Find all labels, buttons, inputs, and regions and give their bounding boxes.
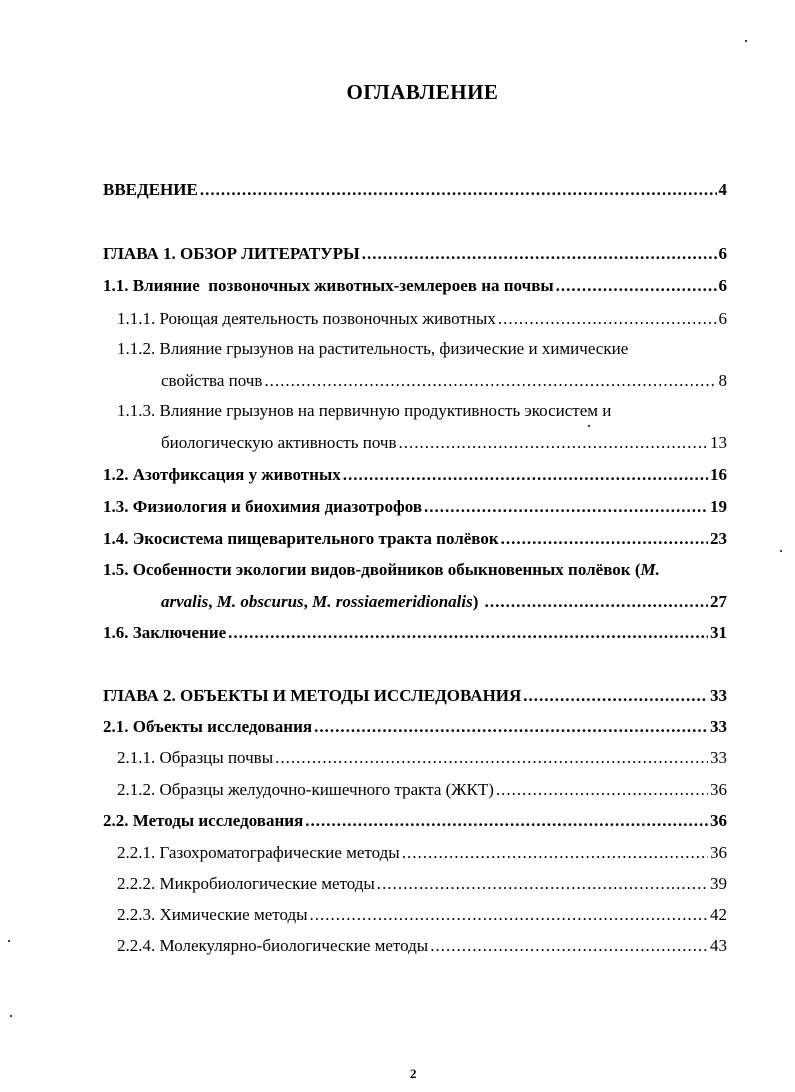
scan-speck — [10, 1015, 12, 1017]
toc-entry-page: 13 — [710, 433, 727, 452]
toc-leader-dots — [496, 780, 708, 800]
toc-entry-2-1-2 — [117, 780, 727, 800]
toc-entry-2-1-1 — [117, 748, 727, 768]
toc-leader-dots — [501, 529, 708, 549]
toc-entry-text: 2.1.2. Образцы желудочно-кишечного тракта (ЖКТ) — [117, 780, 494, 799]
toc-leader-dots — [343, 465, 708, 485]
separator: ) — [472, 592, 483, 611]
toc-leader-dots — [424, 497, 708, 517]
toc-entry-1-6 — [103, 623, 727, 643]
toc-entry-page: 33 — [710, 748, 727, 767]
scan-speck — [745, 40, 747, 42]
toc-entry-text: 2.2.2. Микробиологические методы — [117, 874, 375, 893]
toc-entry-1-3 — [103, 497, 727, 517]
scan-speck — [780, 550, 782, 552]
separator: , — [208, 592, 217, 611]
toc-entry-page: 36 — [710, 843, 727, 862]
toc-leader-dots — [275, 748, 708, 768]
toc-entry-2-2-1 — [117, 843, 727, 863]
toc-entry-text: 2.1. Объекты исследования — [103, 717, 313, 736]
toc-leader-dots — [402, 843, 708, 863]
toc-entry-page: 39 — [710, 874, 727, 893]
toc-entry-text: ВВЕДЕНИЕ — [103, 180, 198, 199]
toc-entry-text: ГЛАВА 2. ОБЪЕКТЫ И МЕТОДЫ ИССЛЕДОВАНИЯ — [103, 686, 522, 705]
toc-leader-dots — [377, 874, 708, 894]
toc-entry-2-2-4 — [117, 936, 727, 956]
toc-entry-text: ГЛАВА 1. ОБЗОР ЛИТЕРАТУРЫ — [103, 244, 360, 263]
toc-entry-text: биологическую активность почв — [161, 433, 397, 452]
toc-entry-1-1-1 — [117, 309, 727, 329]
toc-entry-text — [161, 592, 483, 612]
page-number: 2 — [410, 1066, 417, 1081]
toc-entry-page: 43 — [710, 936, 727, 955]
toc-entry-text: 1.5. Особенности экологии видов-двойников обыкновенных полёвок ( — [103, 560, 641, 579]
toc-entry-page: 33 — [710, 717, 727, 736]
toc-entry-introduction — [103, 180, 727, 200]
toc-entry-chapter-2 — [103, 686, 727, 706]
toc-entry-text: 1.6. Заключение — [103, 623, 227, 642]
toc-entry-page: 33 — [710, 686, 727, 705]
toc-leader-dots — [362, 244, 717, 264]
toc-entry-text: 1.4. Экосистема пищеварительного тракта полёвок — [103, 529, 499, 548]
toc-leader-dots — [556, 276, 717, 296]
toc-entry-page: 42 — [710, 905, 727, 924]
toc-entry-italic-text: M. — [640, 560, 660, 579]
toc-entry-1-5-line1 — [103, 560, 660, 580]
toc-leader-dots — [523, 686, 708, 706]
toc-leader-dots — [310, 905, 708, 925]
toc-entry-text: 2.2.1. Газохроматографические методы — [117, 843, 400, 862]
toc-entry-text: 1.2. Азотфиксация у животных — [103, 465, 341, 484]
scan-speck — [588, 425, 590, 427]
toc-entry-text: свойства почв — [161, 371, 263, 390]
toc-entry-text: 2.2. Методы исследования — [103, 811, 304, 830]
toc-leader-dots — [485, 592, 708, 612]
toc-entry-page: 36 — [710, 811, 727, 830]
toc-leader-dots — [264, 371, 716, 391]
page-title: ОГЛАВЛЕНИЕ — [346, 80, 499, 104]
toc-entry-1-4 — [103, 529, 727, 549]
toc-entry-page: 23 — [710, 529, 727, 548]
toc-entry-page: 36 — [710, 780, 727, 799]
toc-entry-text: 2.2.3. Химические методы — [117, 905, 308, 924]
toc-entry-2-2-2 — [117, 874, 727, 894]
separator: , — [303, 592, 313, 611]
toc-leader-dots — [430, 936, 708, 956]
toc-entry-page: 6 — [718, 309, 727, 328]
toc-entry-1-1-2 — [161, 371, 727, 391]
toc-entry-1-1-2-line1: 1.1.2. Влияние грызунов на растительность, физические и химические — [117, 339, 629, 358]
species-name: M. obscurus — [216, 592, 304, 611]
scan-speck — [8, 940, 10, 942]
toc-entry-1-2 — [103, 465, 727, 485]
toc-entry-text: 1.1.1. Роющая деятельность позвоночных животных — [117, 309, 496, 328]
toc-leader-dots — [200, 180, 717, 200]
toc-entry-page: 8 — [718, 371, 727, 390]
toc-leader-dots — [305, 811, 708, 831]
toc-leader-dots — [314, 717, 708, 737]
toc-entry-text: 1.3. Физиология и биохимия диазотрофов — [103, 497, 423, 516]
toc-leader-dots — [498, 309, 717, 329]
toc-entry-page: 6 — [718, 244, 727, 263]
toc-entry-page: 16 — [710, 465, 727, 484]
species-name: M. rossiaemeridionalis — [312, 592, 473, 611]
toc-entry-page: 27 — [710, 592, 727, 611]
toc-entry-1-1 — [103, 276, 727, 296]
toc-entry-page: 6 — [718, 276, 727, 295]
toc-entry-page: 19 — [710, 497, 727, 516]
toc-entry-page: 4 — [718, 180, 727, 199]
toc-entry-2-1 — [103, 717, 727, 737]
species-name: arvalis — [161, 592, 209, 611]
toc-entry-chapter-1 — [103, 244, 727, 264]
toc-entry-2-2 — [103, 811, 727, 831]
toc-entry-1-5 — [161, 592, 727, 612]
toc-entry-text: 2.2.4. Молекулярно-биологические методы — [117, 936, 429, 955]
toc-leader-dots — [398, 433, 708, 453]
toc-entry-2-2-3 — [117, 905, 727, 925]
toc-entry-1-1-3 — [161, 433, 727, 453]
toc-entry-page: 31 — [710, 623, 727, 642]
toc-entry-1-1-3-line1: 1.1.3. Влияние грызунов на первичную продуктивность экосистем и — [117, 401, 612, 420]
toc-entry-text: 2.1.1. Образцы почвы — [117, 748, 274, 767]
toc-entry-text: 1.1. Влияние позвоночных животных-землероев на почвы — [103, 276, 554, 295]
toc-leader-dots — [228, 623, 708, 643]
